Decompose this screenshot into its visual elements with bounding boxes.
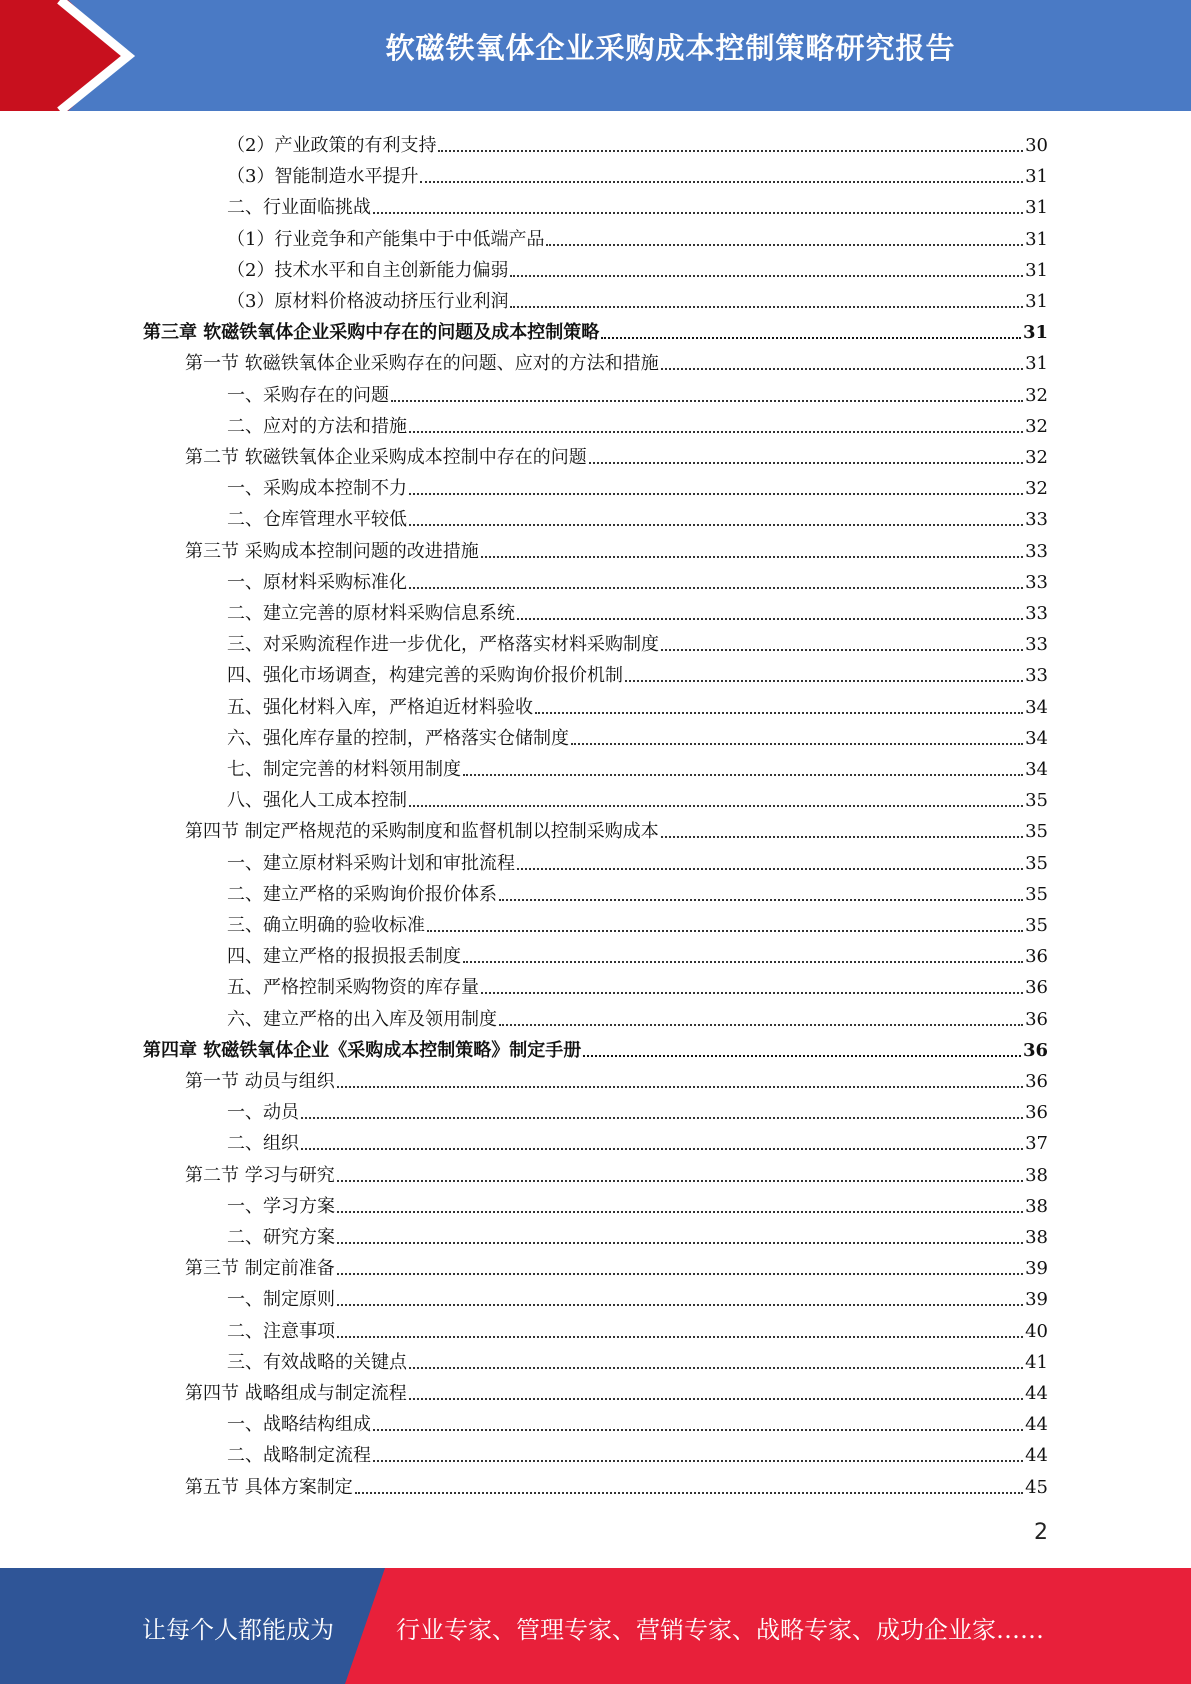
toc-entry[interactable]	[227, 845, 1048, 876]
toc-entry-label: 二、注意事项	[227, 1320, 335, 1342]
toc-entry-page: 36	[1025, 1102, 1048, 1124]
toc-dot-leader	[409, 524, 1023, 526]
toc-entry-page: 31	[1025, 353, 1048, 375]
toc-entry-page: 35	[1025, 852, 1048, 874]
toc-entry[interactable]	[185, 1157, 1048, 1188]
toc-dot-leader	[337, 1242, 1023, 1244]
toc-dot-leader	[420, 181, 1023, 183]
toc-entry[interactable]	[227, 1001, 1048, 1032]
toc-dot-leader	[337, 1304, 1023, 1306]
toc-entry-label: （1）行业竞争和产能集中于中低端产品	[227, 228, 545, 250]
toc-entry-label: 五、强化材料入库，严格迫近材料验收	[227, 696, 533, 718]
toc-entry[interactable]	[227, 1313, 1048, 1344]
toc-entry[interactable]	[227, 1125, 1048, 1156]
toc-entry[interactable]	[227, 501, 1048, 532]
toc-entry[interactable]	[227, 283, 1048, 314]
toc-entry-label: 二、建立严格的采购询价报价体系	[227, 883, 497, 905]
toc-entry-label: 七、制定完善的材料领用制度	[227, 759, 461, 780]
toc-entry[interactable]	[227, 221, 1048, 252]
toc-dot-leader	[601, 337, 1021, 339]
toc-entry[interactable]	[227, 938, 1048, 969]
toc-entry-page: 32	[1025, 415, 1048, 437]
toc-entry[interactable]	[227, 1437, 1048, 1468]
toc-entry-label: 一、采购存在的问题	[227, 384, 389, 406]
toc-dot-leader	[661, 836, 1023, 838]
toc-dot-leader	[337, 1180, 1023, 1182]
toc-entry-label: 二、组织	[227, 1133, 299, 1155]
toc-dot-leader	[517, 618, 1023, 620]
toc-entry-label: 六、强化库存量的控制，严格落实仓储制度	[227, 727, 569, 749]
toc-entry-page: 33	[1025, 665, 1048, 687]
toc-dot-leader	[409, 493, 1023, 495]
toc-entry-label: 一、原材料采购标准化	[227, 571, 407, 593]
toc-dot-leader	[409, 805, 1023, 807]
toc-entry-label: 二、仓库管理水平较低	[227, 509, 407, 531]
footer-slogan-right: 行业专家、管理专家、营销专家、战略专家、成功企业家……	[396, 1616, 1044, 1644]
toc-entry[interactable]	[227, 720, 1048, 751]
toc-entry[interactable]	[143, 314, 1048, 345]
toc-entry-label: 一、战略结构组成	[227, 1414, 371, 1436]
toc-entry-label: 第五节 具体方案制定	[185, 1476, 353, 1498]
toc-entry[interactable]	[185, 1375, 1048, 1406]
toc-entry[interactable]	[227, 657, 1048, 688]
toc-entry-page: 45	[1025, 1476, 1048, 1498]
toc-entry-label: 第四章 软磁铁氧体企业《采购成本控制策略》制定手册	[143, 1039, 582, 1061]
toc-entry[interactable]	[227, 252, 1048, 283]
toc-entry-page: 44	[1025, 1445, 1048, 1467]
toc-entry-label: 第三节 制定前准备	[185, 1258, 335, 1280]
toc-entry[interactable]	[227, 1406, 1048, 1437]
toc-entry-label: 第三节 采购成本控制问题的改进措施	[185, 540, 479, 562]
toc-entry-page: 31	[1022, 322, 1048, 344]
toc-entry-page: 32	[1025, 478, 1048, 500]
toc-entry[interactable]	[227, 158, 1048, 189]
toc-entry-label: （3）智能制造水平提升	[227, 166, 419, 188]
toc-dot-leader	[546, 244, 1023, 246]
toc-entry-page: 38	[1025, 1227, 1048, 1248]
toc-dot-leader	[409, 587, 1023, 589]
toc-entry-label: 二、研究方案	[227, 1227, 335, 1248]
toc-entry-page: 31	[1025, 228, 1048, 250]
toc-entry-page: 31	[1025, 197, 1048, 219]
toc-entry[interactable]	[185, 1063, 1048, 1094]
toc-entry[interactable]	[227, 751, 1048, 782]
toc-entry-page: 38	[1025, 1195, 1048, 1217]
toc-entry-page: 34	[1025, 727, 1048, 749]
toc-dot-leader	[535, 712, 1023, 714]
toc-entry-label: 二、应对的方法和措施	[227, 415, 407, 437]
toc-entry[interactable]	[227, 564, 1048, 595]
toc-entry-label: （3）原材料价格波动挤压行业利润	[227, 291, 509, 312]
toc-entry-label: 二、建立完善的原材料采购信息系统	[227, 603, 515, 624]
toc-entry-page: 30	[1025, 135, 1048, 156]
toc-entry-page: 38	[1025, 1164, 1048, 1186]
toc-dot-leader	[583, 1055, 1021, 1057]
toc-entry-label: 二、行业面临挑战	[227, 197, 371, 219]
toc-entry-page: 34	[1025, 759, 1048, 780]
toc-entry[interactable]	[227, 782, 1048, 813]
toc-dot-leader	[337, 1273, 1023, 1275]
toc-entry-page: 33	[1025, 634, 1048, 656]
toc-entry-label: 一、采购成本控制不力	[227, 478, 407, 500]
toc-entry[interactable]	[185, 345, 1048, 376]
toc-dot-leader	[625, 680, 1023, 682]
toc-entry[interactable]	[185, 439, 1048, 470]
toc-entry-page: 39	[1025, 1289, 1048, 1311]
toc-entry-page: 33	[1025, 509, 1048, 531]
toc-entry-label: 三、对采购流程作进一步优化，严格落实材料采购制度	[227, 634, 659, 656]
page-footer	[0, 1568, 1191, 1684]
toc-entry-page: 36	[1025, 946, 1048, 968]
toc-entry-label: 四、建立严格的报损报丢制度	[227, 946, 461, 968]
toc-entry[interactable]	[185, 813, 1048, 844]
toc-dot-leader	[301, 1148, 1023, 1150]
toc-dot-leader	[499, 1024, 1023, 1026]
toc-entry-page: 44	[1025, 1414, 1048, 1436]
toc-entry[interactable]	[227, 377, 1048, 408]
page-header	[0, 0, 1191, 111]
toc-entry-page: 36	[1025, 977, 1048, 999]
toc-entry[interactable]	[227, 1094, 1048, 1125]
toc-entry[interactable]	[227, 1219, 1048, 1250]
toc-entry[interactable]	[227, 1281, 1048, 1312]
toc-dot-leader	[373, 1460, 1023, 1462]
toc-entry[interactable]	[185, 1469, 1048, 1500]
toc-entry-page: 37	[1025, 1133, 1048, 1155]
toc-entry-label: 第三章 软磁铁氧体企业采购中存在的问题及成本控制策略	[143, 322, 600, 344]
toc-entry-page: 31	[1025, 166, 1048, 188]
toc-entry-label: 三、有效战略的关键点	[227, 1351, 407, 1373]
toc-entry[interactable]	[185, 533, 1048, 564]
toc-entry[interactable]	[227, 969, 1048, 1000]
toc-entry-label: 一、制定原则	[227, 1289, 335, 1311]
toc-dot-leader	[481, 556, 1023, 558]
toc-entry-page: 40	[1025, 1320, 1048, 1342]
page-number: 2	[1034, 1520, 1048, 1545]
toc-entry-label: 第四节 战略组成与制定流程	[185, 1383, 407, 1404]
toc-entry-page: 36	[1022, 1039, 1048, 1061]
toc-entry-page: 32	[1025, 384, 1048, 406]
toc-dot-leader	[499, 899, 1023, 901]
toc-entry[interactable]	[227, 189, 1048, 220]
toc-entry-label: 一、建立原材料采购计划和审批流程	[227, 852, 515, 874]
toc-entry[interactable]	[143, 1032, 1048, 1063]
toc-entry[interactable]	[227, 470, 1048, 501]
toc-dot-leader	[438, 150, 1023, 152]
toc-entry[interactable]	[227, 1188, 1048, 1219]
toc-dot-leader	[661, 368, 1023, 370]
footer-slogan-left: 让每个人都能成为	[142, 1616, 334, 1644]
toc-dot-leader	[409, 1398, 1023, 1400]
toc-entry[interactable]	[227, 1344, 1048, 1375]
header-arrow-icon	[0, 0, 160, 111]
report-title: 软磁铁氧体企业采购成本控制策略研究报告	[385, 31, 956, 65]
toc-dot-leader	[337, 1086, 1023, 1088]
toc-entry-label: 二、战略制定流程	[227, 1445, 371, 1467]
toc-entry-page: 44	[1025, 1383, 1048, 1404]
toc-dot-leader	[409, 431, 1023, 433]
toc-dot-leader	[301, 1117, 1023, 1119]
toc-entry-label: 五、严格控制采购物资的库存量	[227, 977, 479, 999]
toc-entry-page: 36	[1025, 1008, 1048, 1030]
toc-entry-page: 39	[1025, 1258, 1048, 1280]
toc-dot-leader	[510, 275, 1023, 277]
toc-entry-page: 35	[1025, 915, 1048, 936]
toc-dot-leader	[337, 1211, 1023, 1213]
toc-dot-leader	[517, 868, 1023, 870]
toc-entry-page: 32	[1025, 447, 1048, 468]
toc-entry-label: （2）技术水平和自主创新能力偏弱	[227, 259, 509, 281]
toc-dot-leader	[571, 743, 1023, 745]
toc-entry[interactable]	[227, 595, 1048, 626]
toc-entry-page: 33	[1025, 571, 1048, 593]
toc-entry[interactable]	[227, 876, 1048, 907]
toc-entry-label: 八、强化人工成本控制	[227, 790, 407, 812]
toc-entry-page: 35	[1025, 790, 1048, 812]
toc-entry-label: 四、强化市场调查，构建完善的采购询价报价机制	[227, 665, 623, 687]
toc-entry-label: 六、建立严格的出入库及领用制度	[227, 1008, 497, 1030]
toc-dot-leader	[463, 961, 1023, 963]
toc-dot-leader	[409, 1367, 1023, 1369]
toc-entry-label: 三、确立明确的验收标准	[227, 915, 425, 936]
toc-entry-label: 第二节 软磁铁氧体企业采购成本控制中存在的问题	[185, 447, 587, 468]
toc-entry[interactable]	[227, 626, 1048, 657]
toc-entry-page: 33	[1025, 603, 1048, 624]
toc-entry-label: 第一节 动员与组织	[185, 1071, 335, 1092]
toc-dot-leader	[510, 306, 1023, 308]
toc-entry-page: 31	[1025, 259, 1048, 281]
toc-dot-leader	[661, 649, 1023, 651]
toc-entry-label: 第四节 制定严格规范的采购制度和监督机制以控制采购成本	[185, 821, 659, 843]
toc-entry-label: （2）产业政策的有利支持	[227, 135, 437, 156]
toc-entry-label: 第一节 软磁铁氧体企业采购存在的问题、应对的方法和措施	[185, 353, 659, 375]
toc-entry-label: 一、学习方案	[227, 1195, 335, 1217]
toc-dot-leader	[373, 212, 1023, 214]
toc-dot-leader	[391, 400, 1023, 402]
toc-entry-page: 35	[1025, 883, 1048, 905]
toc-entry[interactable]	[227, 127, 1048, 158]
toc-dot-leader	[355, 1492, 1023, 1494]
toc-entry-page: 41	[1025, 1351, 1048, 1373]
toc-entry-label: 第二节 学习与研究	[185, 1164, 335, 1186]
toc-entry-page: 31	[1025, 291, 1048, 312]
toc-dot-leader	[481, 992, 1023, 994]
toc-entry[interactable]	[185, 1250, 1048, 1281]
toc-entry-label: 一、动员	[227, 1102, 299, 1124]
toc-entry-page: 34	[1025, 696, 1048, 718]
toc-dot-leader	[427, 930, 1023, 932]
toc-dot-leader	[373, 1429, 1023, 1431]
toc-entry[interactable]	[227, 907, 1048, 938]
toc-dot-leader	[463, 774, 1023, 776]
toc-entry-page: 33	[1025, 540, 1048, 562]
toc-dot-leader	[337, 1336, 1023, 1338]
toc-dot-leader	[589, 462, 1023, 464]
toc-entry-page: 36	[1025, 1071, 1048, 1092]
toc-entry-page: 35	[1025, 821, 1048, 843]
toc-entry[interactable]	[227, 408, 1048, 439]
toc-entry[interactable]	[227, 689, 1048, 720]
